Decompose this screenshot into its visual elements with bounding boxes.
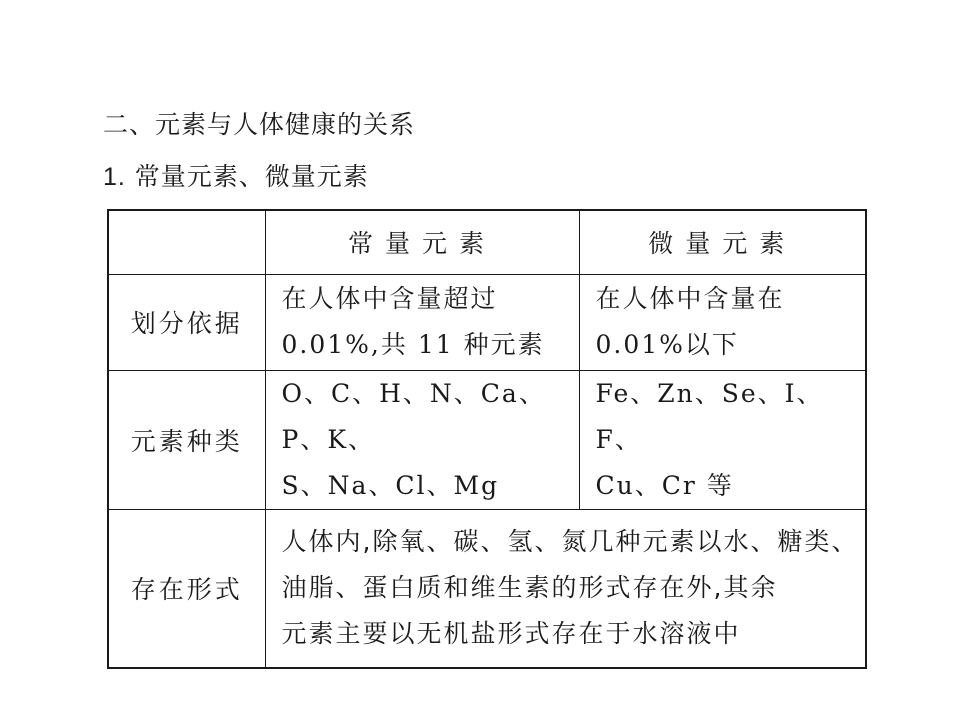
types-micro-cell — [579, 370, 866, 509]
section-heading: 二、元素与人体健康的关系 — [103, 110, 416, 139]
header-macro-elements: 常量元素 — [265, 210, 579, 274]
table-row — [108, 370, 866, 509]
forms-merged-cell — [265, 509, 866, 668]
sub-heading-text: 常量元素、微量元素 — [125, 162, 369, 191]
types-macro-cell — [265, 370, 579, 509]
sub-heading-number: 1. — [103, 163, 126, 191]
header-micro-elements: 微量元素 — [579, 210, 866, 274]
types-macro-line-1: O、C、H、N、Ca、P、K、 — [281, 378, 546, 454]
element-table — [107, 209, 867, 669]
forms-line-3: 元素主要以无机盐形式存在于水溶液中 — [281, 619, 741, 649]
forms-line-1: 人体内,除氧、碳、氢、氮几种元素以水、糖类、 — [281, 527, 859, 557]
basis-micro-line-1: 在人体中含量在 — [595, 284, 785, 313]
row-label-forms: 存在形式 — [108, 509, 265, 668]
table-row — [108, 274, 866, 370]
row-label-types: 元素种类 — [108, 370, 265, 509]
basis-macro-line-2: 0.01%,共 11 种元素 — [281, 330, 545, 359]
types-micro-line-1: Fe、Zn、Se、I、F、 — [595, 378, 824, 454]
basis-micro-cell — [579, 274, 866, 370]
header-blank-cell — [108, 210, 265, 274]
table-row — [108, 509, 866, 668]
basis-macro-cell — [265, 274, 579, 370]
basis-micro-line-2: 0.01%以下 — [595, 330, 739, 359]
sub-heading — [103, 160, 369, 194]
table-header-row — [108, 210, 866, 274]
types-macro-line-2: S、Na、Cl、Mg — [281, 470, 500, 500]
types-micro-line-2: Cu、Cr 等 — [595, 470, 734, 500]
basis-macro-line-1: 在人体中含量超过 — [281, 284, 498, 313]
row-label-basis: 划分依据 — [108, 274, 265, 370]
forms-line-2: 油脂、蛋白质和维生素的形式存在外,其余 — [281, 573, 778, 603]
